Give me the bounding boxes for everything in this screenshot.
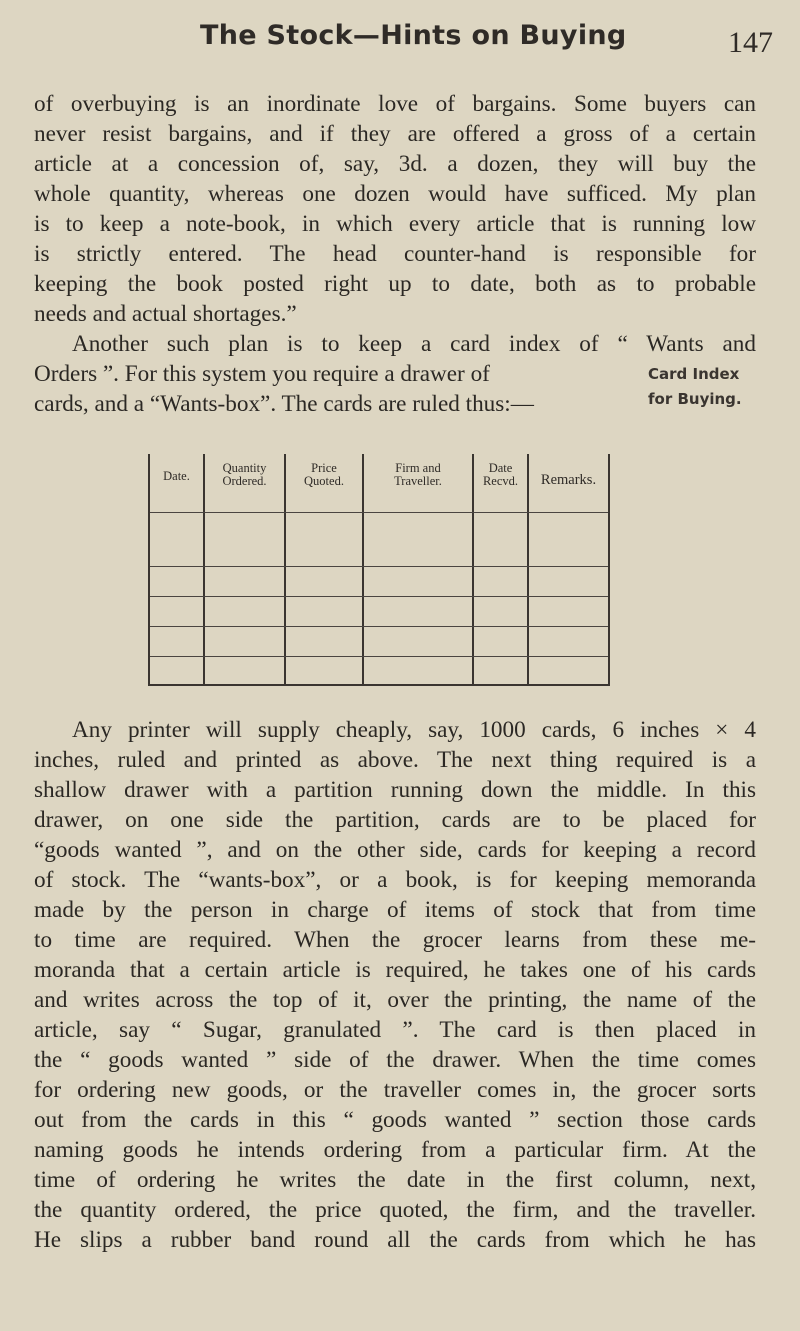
text-line: drawer, on one side the partition, cards are to be placed for (34, 807, 756, 833)
text-line: to time are required. When the grocer learns from these me- (34, 927, 756, 953)
text-line: moranda that a certain article is required, he takes one of his cards (34, 957, 756, 983)
text-line: He slips a rubber band round all the cards from which he has (34, 1227, 756, 1253)
margin-note-line: for Buying. (648, 390, 742, 408)
text-line: the “ goods wanted ” side of the drawer. When the time comes (34, 1047, 756, 1073)
text-line: inches, ruled and printed as above. The next thing required is a (34, 747, 756, 773)
card-header-date-received (474, 462, 527, 488)
card-row-rule (150, 566, 608, 567)
text-line: and writes across the top of it, over the printing, the name of the (34, 987, 756, 1013)
text-line: cards, and a “Wants-box”. The cards are ruled thus:— (34, 391, 534, 417)
card-header-text: Quantity (222, 461, 267, 475)
page-number: 147 (728, 26, 773, 59)
text-line: is strictly entered. The head counter-hand is responsible for (34, 241, 756, 267)
text-line: is to keep a note-book, in which every article that is running low (34, 211, 756, 237)
card-header-text: Ordered. (222, 474, 267, 488)
card-header-text: Recvd. (482, 474, 519, 488)
text-line: article at a concession of, say, 3d. a dozen, they will buy the (34, 151, 756, 177)
text-line: article, say “ Sugar, granulated ”. The card is then placed in (34, 1017, 756, 1043)
text-line: Any printer will supply cheaply, say, 1000 cards, 6 inches × 4 (72, 717, 756, 743)
text-line: made by the person in charge of items of stock that from time (34, 897, 756, 923)
card-header-text: Date (488, 461, 513, 475)
card-header-date (150, 470, 203, 483)
card-row-rule (150, 626, 608, 627)
card-column-rule (203, 454, 205, 684)
margin-note (648, 362, 798, 412)
margin-note-line: Card Index (648, 365, 740, 383)
card-border (148, 684, 610, 686)
running-title: The Stock—Hints on Buying (200, 20, 627, 51)
text-line: of overbuying is an inordinate love of bargains. Some buyers can (34, 91, 756, 117)
card-row-rule (150, 596, 608, 597)
paragraph-printer (34, 715, 756, 1255)
text-line: keeping the book posted right up to date, both as to probable (34, 271, 756, 297)
text-line: needs and actual shortages.” (34, 301, 297, 327)
card-column-rule (284, 454, 286, 684)
card-header-price (286, 462, 362, 488)
card-header-text: Price (311, 461, 337, 475)
card-header-text: Remarks. (540, 472, 597, 488)
card-column-rule (362, 454, 364, 684)
text-line: for ordering new goods, or the traveller comes in, the grocer sorts (34, 1077, 756, 1103)
text-line: the quantity ordered, the price quoted, the firm, and the traveller. (34, 1197, 756, 1223)
text-line: whole quantity, whereas one dozen would have sufficed. My plan (34, 181, 756, 207)
card-header-text: Firm and (395, 461, 441, 475)
card-header-firm (364, 462, 472, 488)
text-line: “goods wanted ”, and on the other side, cards for keeping a record (34, 837, 756, 863)
card-border (148, 454, 150, 686)
text-line: of stock. The “wants-box”, or a book, is for keeping memoranda (34, 867, 756, 893)
card-header-text: Date. (163, 469, 190, 483)
card-row-rule (150, 656, 608, 657)
text-line: naming goods he intends ordering from a particular firm. At the (34, 1137, 756, 1163)
running-head (0, 20, 800, 60)
ruled-card (148, 454, 610, 686)
text-line: Orders ”. For this system you require a drawer of (34, 361, 490, 387)
text-line: time of ordering he writes the date in the first column, next, (34, 1167, 756, 1193)
text-line: shallow drawer with a partition running down the middle. In this (34, 777, 756, 803)
card-header-quantity (205, 462, 284, 488)
text-line: never resist bargains, and if they are offered a gross of a certain (34, 121, 756, 147)
text-line: out from the cards in this “ goods wanted ” section those cards (34, 1107, 756, 1133)
card-column-rule (472, 454, 474, 684)
text-line: Another such plan is to keep a card index of “ Wants and (72, 331, 756, 357)
paragraph-overbuying (34, 89, 756, 329)
card-header-text: Traveller. (394, 474, 442, 488)
card-header-text: Quoted. (304, 474, 344, 488)
card-column-rule (527, 454, 529, 684)
card-header-remarks (529, 474, 608, 487)
card-border (608, 454, 610, 686)
card-row-rule (150, 512, 608, 513)
